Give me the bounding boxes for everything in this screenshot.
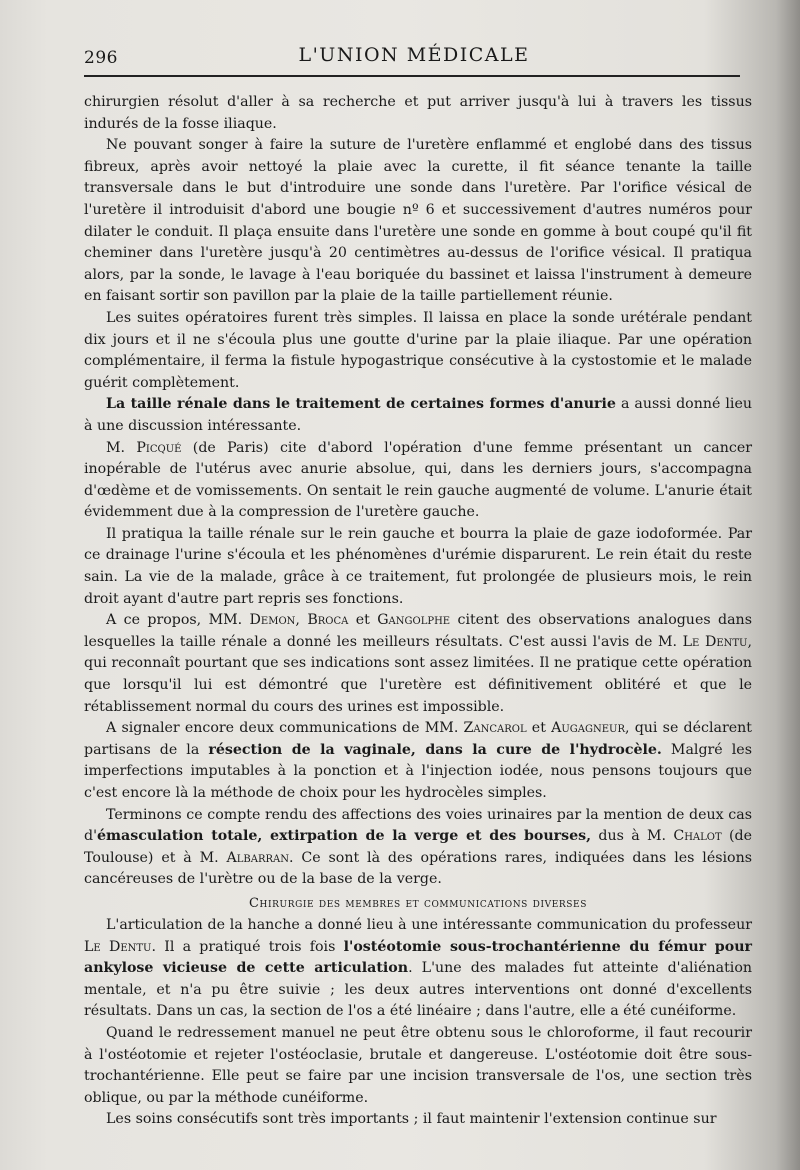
paragraph-text: , qui se déclarent partisans de la <box>84 720 752 758</box>
author-name: Broca <box>307 612 349 629</box>
paragraph <box>84 438 752 524</box>
article-body <box>84 92 752 1131</box>
paragraph-text: a aussi donné lieu à une discussion intéressante. <box>84 396 752 434</box>
bold-topic: émasculation totale, extirpation de la verge et des bourses, <box>96 828 592 845</box>
paragraph <box>84 394 752 437</box>
running-title: L'UNION MÉDICALE <box>298 44 530 66</box>
paragraph <box>84 805 752 891</box>
paragraph-text: A ce propos, MM. <box>106 612 250 629</box>
paragraph <box>84 135 752 308</box>
paragraph <box>84 308 752 394</box>
paragraph-text: et <box>348 612 378 629</box>
paragraph-text: , <box>295 612 308 629</box>
header-rule <box>84 75 740 77</box>
paragraph-text: chirurgien résolut d'aller à sa recherche et put arriver jusqu'à lui à travers les tissus indurés de la fosse iliaque. <box>84 94 752 132</box>
paragraph-text: M. <box>106 439 137 456</box>
paragraph <box>84 915 752 1023</box>
paragraph-text: citent des observations analogues dans lesquelles la taille rénale a donné les meilleurs résultats. C'est aussi l'avis de M. <box>84 612 752 650</box>
paragraph-text: dus à M. <box>591 828 674 845</box>
paragraph-text: Il pratiqua la taille rénale sur le rein gauche et bourra la plaie de gaze iodoformée. Par ce drainage l'urine s'écoula et les phénomènes d'urémie disparurent. Le rein était du reste sain. La vie de la malade, grâce à ce traitement, fut prolongée de plusieurs mois, le rein droit ayant d'autre part repris ses fonctions. <box>84 525 752 607</box>
paragraph <box>84 92 752 135</box>
paragraph-text: et <box>526 720 552 737</box>
paragraph-text: , qui reconnaît pourtant que ses indications sont assez limitées. Il ne pratique cette opération que lorsqu'il lui est démontré que l'uretère est définitivement oblitéré et que le rétablissement normal du cours des urines est impossible. <box>84 633 752 715</box>
paragraph <box>84 524 752 610</box>
paragraph <box>84 1023 752 1109</box>
author-name: Albarran <box>226 849 290 866</box>
author-name: Zancarol <box>463 720 527 737</box>
paragraph <box>84 718 752 804</box>
author-name: Gangolphe <box>377 612 451 629</box>
bold-topic: l'ostéotomie sous-trochantérienne du fémur pour ankylose vicieuse de cette articulation <box>84 938 752 977</box>
author-name: Picqué <box>136 439 182 456</box>
author-name: Demon <box>249 612 296 629</box>
paragraph-text: (de Toulouse) et à M. <box>84 828 752 866</box>
author-name: Le Dentu <box>682 633 748 650</box>
paragraph-text: Ne pouvant songer à faire la suture de l'uretère enflammé et englobé dans des tissus fibreux, après avoir nettoyé la plaie avec la curette, il fit séance tenante la taille transversale dans le but d'introduire une sonde dans l'uretère. Par l'orifice vésical de l'uretère il introduisit d'abord une bougie nº 6 et successivement d'autres numéros pour dilater le conduit. Il plaça ensuite dans l'uretère une sonde en gomme à bout coupé qu'il fit cheminer dans l'uretère jusqu'à 20 centimètres au-dessus de l'orifice vésical. Il pratiqua alors, par la sonde, le lavage à l'eau boriquée du bassinet et laissa l'instrument à demeure en faisant sortir son pavillon par la plaie de la taille partiellement réunie. <box>84 137 752 305</box>
author-name: Augagneur <box>551 720 625 737</box>
paragraph-text: Les suites opératoires furent très simples. Il laissa en place la sonde urétérale pendant dix jours et il ne s'écoula plus une goutte d'urine par la plaie iliaque. Par une opération complémentaire, il ferma la fistule hypogastrique consécutive à la cystostomie et le malade guérit complètement. <box>84 309 752 391</box>
author-name: Chalot <box>673 828 722 845</box>
paragraph-text: A signaler encore deux communications de MM. <box>106 720 464 737</box>
paragraph <box>84 610 752 718</box>
paragraph-text: Les soins consécutifs sont très importants ; il faut maintenir l'extension continue sur <box>106 1111 717 1128</box>
paragraph-text: Malgré les imperfections imputables à la ponction et à l'injection iodée, nous pensons toujours que c'est encore là la méthode de choix pour les hydrocèles simples. <box>84 741 752 801</box>
author-name: Le Dentu <box>84 938 152 955</box>
paragraph-text: Terminons ce compte rendu des affections des voies urinaires par la mention de deux cas d' <box>84 806 752 845</box>
paragraph <box>84 1109 752 1131</box>
bold-topic: résection de la vaginale, dans la cure de l'hydrocèle. <box>208 741 662 758</box>
paragraph-text: L'articulation de la hanche a donné lieu à une intéressante communication du professeur <box>106 916 752 933</box>
section-heading: Chirurgie des membres et communications diverses <box>248 895 587 911</box>
page-number: 296 <box>84 48 118 68</box>
paragraph-text: . Ce sont là des opérations rares, indiquées dans les lésions cancéreuses de l'urètre ou de la base de la verge. <box>84 849 752 888</box>
page-header <box>84 40 744 76</box>
paragraph-text: . L'une des malades fut atteinte d'aliénation mentale, et n'a pu être suivie ; les deux autres interventions ont donné d'excellents résultats. Dans un cas, la section de l'os a été linéaire ; dans l'autre, elle a été cunéiforme. <box>84 960 752 1020</box>
paragraph-text: . Il a pratiqué trois fois <box>151 938 344 955</box>
paragraph-text: (de Paris) cite d'abord l'opération d'une femme présentant un cancer inopérable de l'utérus avec anurie absolue, qui, dans les derniers jours, s'accompagna d'œdème et de vomissements. On sentait le rein gauche augmenté de volume. L'anurie était évidemment due à la compression de l'uretère gauche. <box>84 439 753 521</box>
bold-topic: La taille rénale dans le traitement de certaines formes d'anurie <box>106 396 616 413</box>
paragraph-text: Quand le redressement manuel ne peut être obtenu sous le chloroforme, il faut recourir à l'ostéotomie et rejeter l'ostéoclasie, brutale et dangereuse. L'ostéotomie doit être sous-trochantérienne. Elle peut se faire par une incision transversale de l'os, une section très oblique, ou par la méthode cunéiforme. <box>84 1024 752 1106</box>
